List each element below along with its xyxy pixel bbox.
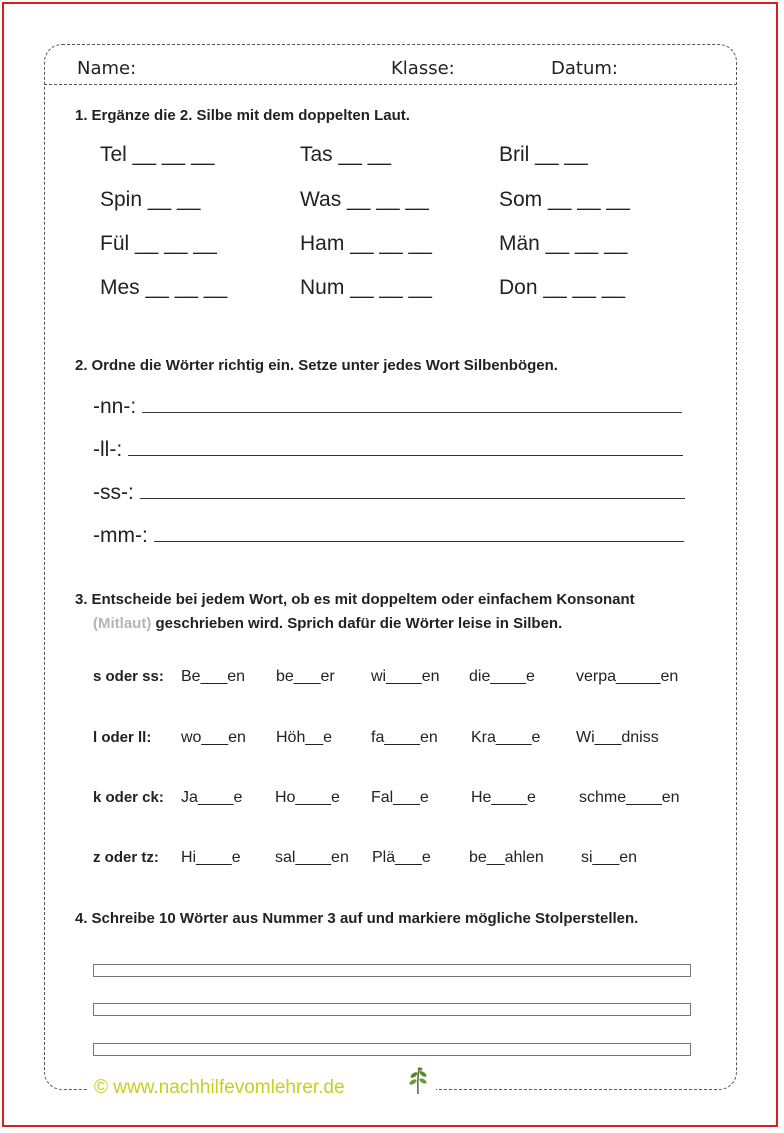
sort-row-label: -ll-: xyxy=(93,438,123,461)
syllable-item: Tas __ __ xyxy=(300,143,392,166)
task2-title-text: Ordne die Wörter richtig ein. Setze unter jedes Wort Silbenbögen. xyxy=(91,357,558,374)
gap-word: wo___en xyxy=(181,729,246,746)
gap-word: verpa_____en xyxy=(576,668,679,685)
writing-line[interactable] xyxy=(93,964,691,977)
syllable-item: Bril __ __ xyxy=(499,143,588,166)
gap-word: schme____en xyxy=(579,789,680,806)
gap-word: si___en xyxy=(581,849,638,866)
syllable-item: Ham __ __ __ xyxy=(300,232,432,255)
date-label: Datum: xyxy=(551,58,618,79)
writing-line[interactable] xyxy=(93,1003,691,1016)
sort-row-ss xyxy=(93,480,685,505)
header-divider xyxy=(44,84,737,85)
sort-row-nn xyxy=(93,394,682,419)
task4-title xyxy=(75,910,638,927)
gap-word: Höh__e xyxy=(276,729,333,746)
syllable-item: Män __ __ __ xyxy=(499,232,628,255)
gap-word: Kra____e xyxy=(471,729,541,746)
task3-number: 3. xyxy=(75,591,88,608)
syllable-item: Don __ __ __ xyxy=(499,276,626,299)
task3-muted-note: (Mitlaut) xyxy=(93,615,152,632)
task3-title-line2: geschrieben wird. Sprich dafür die Wörter leise in Silben. xyxy=(155,615,563,632)
consonant-row-label: l oder ll: xyxy=(93,729,152,746)
answer-line[interactable] xyxy=(128,437,683,456)
task1-number: 1. xyxy=(75,107,88,124)
gap-word: Wi___dniss xyxy=(576,729,659,746)
syllable-item: Was __ __ __ xyxy=(300,188,429,211)
task3-title-line1: Entscheide bei jedem Wort, ob es mit doppeltem oder einfachem Konsonant xyxy=(91,591,635,608)
sort-row-label: -ss-: xyxy=(93,481,134,504)
task1-title-text: Ergänze die 2. Silbe mit dem doppelten Laut. xyxy=(91,107,410,124)
sort-row-label: -mm-: xyxy=(93,524,148,547)
answer-line[interactable] xyxy=(154,523,684,542)
gap-word: fa____en xyxy=(371,729,438,746)
gap-word: Be___en xyxy=(181,668,246,685)
leaf-sprig-icon xyxy=(406,1066,430,1101)
class-label: Klasse: xyxy=(391,58,455,79)
gap-word: die____e xyxy=(469,668,535,685)
footer-link[interactable]: © www.nachhilfevomlehrer.de xyxy=(94,1077,345,1098)
task4-title-text: Schreibe 10 Wörter aus Nummer 3 auf und markiere mögliche Stolperstellen. xyxy=(91,910,639,927)
gap-word: Ho____e xyxy=(275,789,340,806)
syllable-item: Mes __ __ __ xyxy=(100,276,228,299)
consonant-row-label: z oder tz: xyxy=(93,849,159,866)
gap-word: be__ahlen xyxy=(469,849,544,866)
answer-line[interactable] xyxy=(140,480,685,499)
task3-title-cont xyxy=(93,615,562,632)
consonant-row-label: s oder ss: xyxy=(93,668,164,685)
gap-word: Plä___e xyxy=(372,849,431,866)
gap-word: Fal___e xyxy=(371,789,429,806)
sort-row-mm xyxy=(93,523,684,548)
sort-row-ll xyxy=(93,437,683,462)
task3-title xyxy=(75,591,635,608)
gap-word: Ja____e xyxy=(181,789,243,806)
writing-line[interactable] xyxy=(93,1043,691,1056)
syllable-item: Num __ __ __ xyxy=(300,276,432,299)
syllable-item: Tel __ __ __ xyxy=(100,143,215,166)
sort-row-label: -nn-: xyxy=(93,395,137,418)
task2-title xyxy=(75,357,558,374)
syllable-item: Spin __ __ xyxy=(100,188,201,211)
gap-word: sal____en xyxy=(275,849,349,866)
task2-number: 2. xyxy=(75,357,88,374)
gap-word: He____e xyxy=(471,789,536,806)
answer-line[interactable] xyxy=(142,394,682,413)
syllable-item: Som __ __ __ xyxy=(499,188,630,211)
name-label: Name: xyxy=(77,58,137,79)
gap-word: wi____en xyxy=(371,668,440,685)
gap-word: be___er xyxy=(276,668,335,685)
gap-word: Hi____e xyxy=(181,849,241,866)
syllable-item: Fül __ __ __ xyxy=(100,232,217,255)
consonant-row-label: k oder ck: xyxy=(93,789,164,806)
task4-number: 4. xyxy=(75,910,88,927)
task1-title xyxy=(75,107,410,124)
